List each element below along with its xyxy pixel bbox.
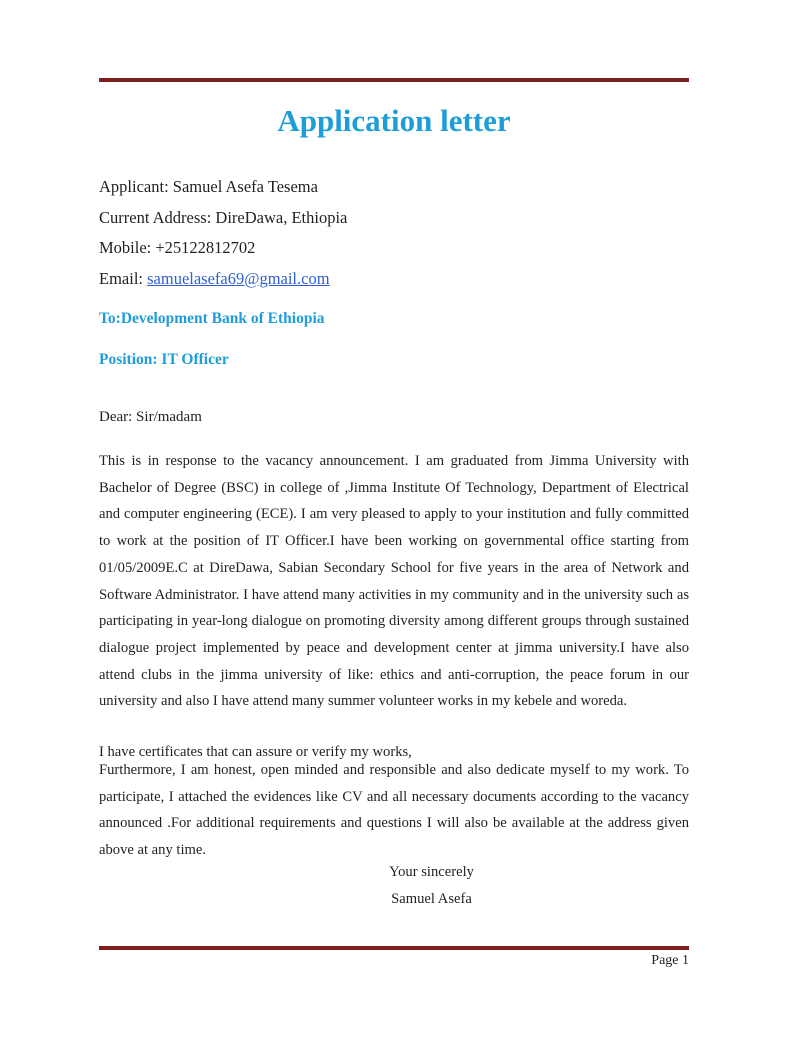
mobile-value: +25122812702	[155, 238, 256, 257]
address-value: DireDawa, Ethiopia	[215, 207, 348, 227]
mobile-label: Mobile:	[99, 238, 152, 257]
signature-name: Samuel Asefa	[391, 891, 472, 907]
salutation: Dear: Sir/madam	[99, 409, 202, 425]
body-paragraph-2: Furthermore, I am honest, open minded and responsible and also dedicate myself to my work. To participate, I attached the evidences like CV and all necessary documents according to the vacancy announced .For additional requirements and questions I will also be available at the address given above at any time.	[99, 762, 689, 859]
applicant-label: Applicant:	[99, 177, 169, 196]
applicant-value: Samuel Asefa Tesema	[172, 177, 318, 196]
address-label: Current Address:	[99, 207, 212, 227]
applicant-name-line	[99, 172, 689, 203]
body-paragraph-1: This is in response to the vacancy announcement. I am graduated from Jimma University with Bachelor of Degree (BSC) in college of ,Jimma Institute Of Technology, Department of Electrical and computer engineering (ECE). I am very pleased to apply to your institution and fully committed to work at the position of IT Officer.I have been working on governmental office starting from 01/05/2009E.C at DireDawa, Sabian Secondary School for five years in the area of Network and Software Administrator. I have attend many activities in my community and in the university such as participating in year-long dialogue on promoting diversity among different groups through sustained dialogue project implemented by peace and development center at jimma university.I have also attend clubs in the jimma university of like: ethics and anti-corruption, the peace forum in our university and also I have attend many summer volunteer works in my kebele and woreda.	[99, 453, 689, 710]
page-number: Page 1	[651, 953, 689, 968]
recipient-line: To:Development Bank of Ethiopia	[99, 310, 325, 327]
closing-line: Your sincerely	[389, 864, 474, 880]
applicant-mobile-line	[99, 233, 689, 264]
applicant-details-block	[99, 172, 689, 294]
header-rule	[99, 78, 689, 82]
email-label: Email:	[99, 268, 143, 288]
footer-rule	[99, 946, 689, 950]
applicant-email-line	[99, 264, 689, 295]
applicant-address-line	[99, 203, 689, 234]
position-line: Position: IT Officer	[99, 351, 229, 368]
certificates-line: I have certificates that can assure or verify my works,	[99, 744, 412, 760]
email-link[interactable]: samuelasefa69@gmail.com	[147, 268, 330, 288]
page-title: Application letter	[277, 103, 511, 138]
